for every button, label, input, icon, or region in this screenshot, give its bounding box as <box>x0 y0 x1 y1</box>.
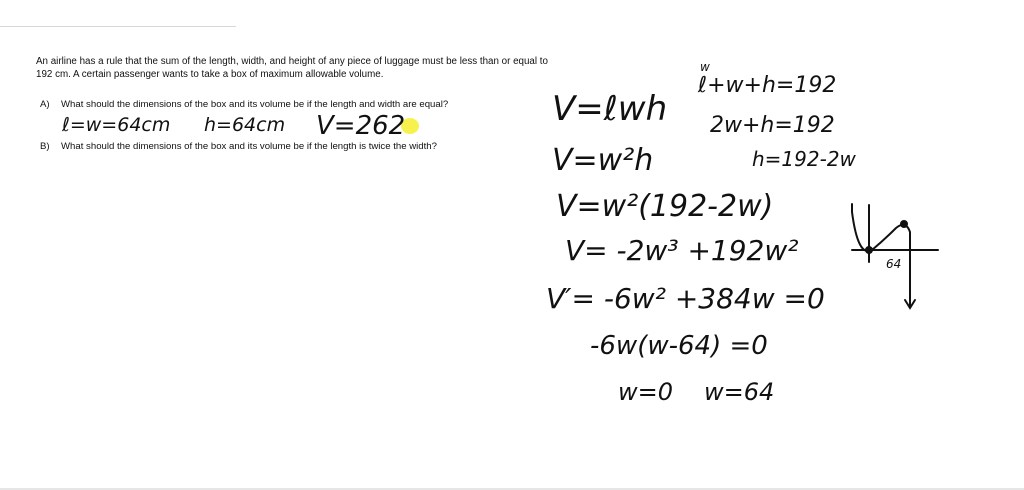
eq-volume: V=ℓwh <box>552 89 668 129</box>
eq-factored: -6w(w-64) =0 <box>590 331 768 361</box>
question-a-label: A) <box>40 99 50 110</box>
cubic-sketch <box>852 204 938 308</box>
answer-a-volume: V=262 <box>316 111 406 141</box>
sketch-label-64: 64 <box>886 257 902 271</box>
question-a-text: What should the dimensions of the box and its volume be if the length and width are equal? <box>61 99 449 110</box>
question-b-label: B) <box>40 141 50 152</box>
eq-polynomial: V= -2w³ +192w² <box>565 234 799 267</box>
answer-a-height: h=64cm <box>204 114 286 136</box>
sketch-origin-dot <box>866 247 872 253</box>
eq-root-zero: w=0 <box>618 378 674 406</box>
sketch-peak-dot <box>901 221 907 227</box>
constraint-sum: ℓ+w+h=192 <box>698 73 837 98</box>
constraint-w-note: w <box>700 60 710 74</box>
constraint-2w: 2w+h=192 <box>710 113 835 138</box>
question-b-text: What should the dimensions of the box and its volume be if the length is twice the width? <box>61 141 437 152</box>
eq-substitution: V=w²(192-2w) <box>556 189 774 224</box>
eq-root-64: w=64 <box>704 378 775 406</box>
answer-a-dims: ℓ=w=64cm <box>62 114 171 136</box>
problem-statement: An airline has a rule that the sum of the length, width, and height of any piece of luggage must be less than or equal to 192 cm. A certain passenger wants to take a box of maximum allowable volume. <box>36 56 548 80</box>
eq-w2h: V=w²h <box>552 143 654 178</box>
sketch-curve <box>852 204 910 306</box>
eq-derivative: V′= -6w² +384w =0 <box>546 282 825 315</box>
constraint-h: h=192-2w <box>752 147 856 171</box>
